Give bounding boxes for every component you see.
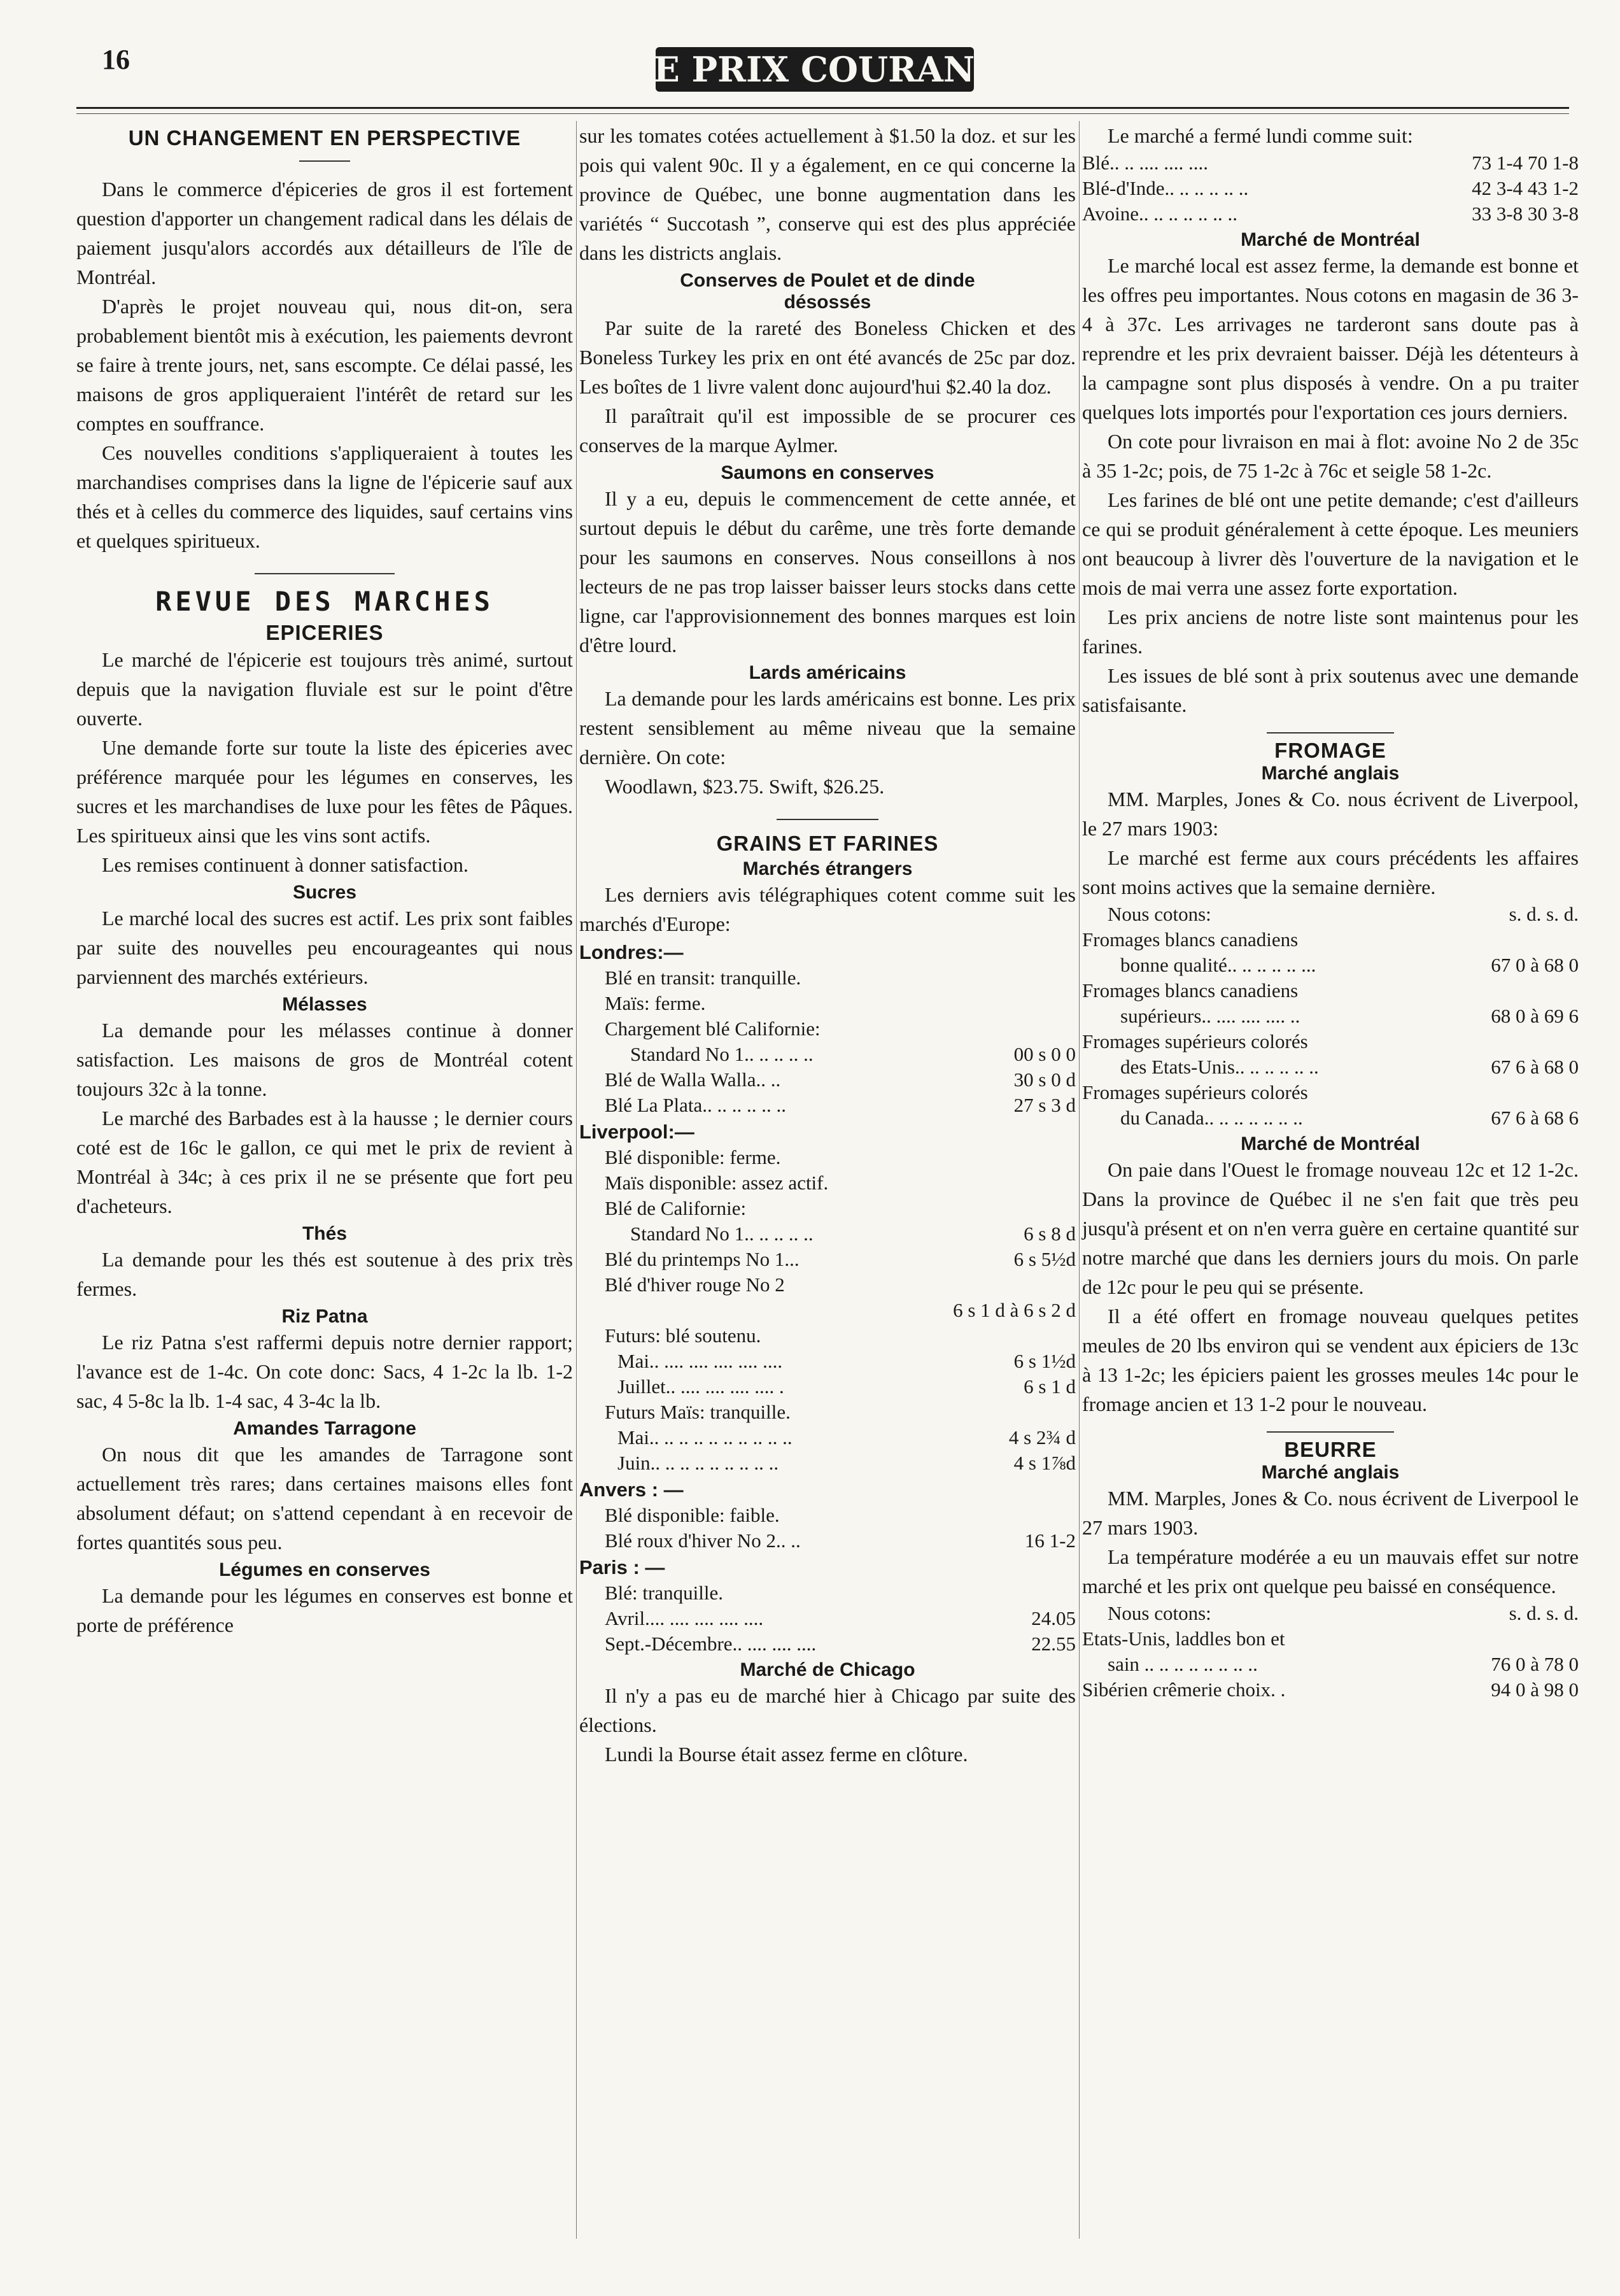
quote-label: Blé de Walla Walla.. .. <box>605 1068 781 1091</box>
quote-label: Blé roux d'hiver No 2.. .. <box>605 1529 801 1552</box>
masthead-logo <box>629 33 1001 103</box>
paragraph: Le marché local des sucres est actif. Les prix sont faibles par suite des nouvelles peu encourageantes qui nous parviennent des marchés extérieurs. <box>76 907 573 988</box>
quote-line: Blé disponible: ferme. <box>605 1146 781 1168</box>
paragraph: Le riz Patna s'est raffermi depuis notre dernier rapport; l'avance est de 1-4c. On cote donc: Sacs, 4 1-2c la lb. 1-2 sac, 4 5-8c la lb. 1-4 sac, 4 3-4c la lb. <box>76 1331 573 1412</box>
column-1 <box>76 121 573 2283</box>
paragraph: La demande pour les mélasses continue à donner satisfaction. Les maisons de gros de Montréal cotent toujours 32c à la tonne. <box>76 1019 573 1100</box>
quote-row <box>1082 902 1579 927</box>
quote-label: Avril.... .... .... .... .... <box>605 1607 764 1629</box>
divider <box>1267 1431 1394 1433</box>
quote-row <box>1082 1601 1579 1626</box>
heading-epiceries: EPICERIES <box>265 621 384 644</box>
quote-row <box>1082 1677 1579 1703</box>
quote-row <box>1082 176 1579 201</box>
quote-label: supérieurs.. .... .... .... .. <box>1120 1005 1300 1027</box>
quote-line: Chargement blé Californie: <box>605 1017 821 1040</box>
city-anvers: Anvers : — <box>579 1478 684 1501</box>
quote-label: Juillet.. .... .... .... .... . <box>617 1375 784 1398</box>
quote-row <box>1082 201 1579 227</box>
column-separator <box>1079 121 1080 2239</box>
heading-fromage: FROMAGE <box>1274 739 1386 762</box>
heading-etrangers: Marchés étrangers <box>742 858 913 879</box>
quote-row <box>579 1450 1076 1476</box>
quote-label: Standard No 1.. .. .. .. .. <box>630 1222 814 1245</box>
quote-value: 27 s 3 d <box>1013 1094 1076 1116</box>
paragraph: D'après le projet nouveau qui, nous dit-on, sera probablement bientôt mis à exécution, les paiements devront se faire à trente jours, net, sans escompte. Ce délai passé, les maisons de gros appliqueraient l'intérêt de retard sur les comptes en souffrance. <box>76 295 573 435</box>
quote-value: 16 1-2 <box>1024 1529 1076 1552</box>
paragraph: On paie dans l'Ouest le fromage nouveau 12c et 12 1-2c. Dans la province de Québec il ne s'en fait que très peu jusqu'à présent et on n'en verra guère en certaine quantité sur notre marché que dans les derniers jours du mois. On parle de 12c pour le peu qui se présente. <box>1082 1158 1579 1298</box>
paragraph: Il paraîtrait qu'il est impossible de se procurer ces conserves de la marque Aylmer. <box>579 404 1076 457</box>
quote-row <box>1082 1054 1579 1080</box>
quote-label: Juin.. .. .. .. .. .. .. .. .. <box>617 1452 779 1474</box>
heading-lards: Lards américains <box>749 662 906 683</box>
quote-label: Mai.. .. .. .. .. .. .. .. .. .. <box>617 1426 792 1449</box>
quote-line: Fromages supérieurs colorés <box>1082 1030 1308 1052</box>
heading-grains: GRAINS ET FARINES <box>716 832 939 855</box>
divider <box>299 160 350 162</box>
paragraph: sur les tomates cotées actuellement à $1.50 la doz. et sur les pois qui valent 90c. Il y a également, en ce qui concerne la province de Québec, une bonne augmentation dans les variétés “ Succotash ”, conserve qui est des plus appréciée dans les districts anglais. <box>579 124 1076 264</box>
quote-line: Fromages blancs canadiens <box>1082 979 1299 1002</box>
quote-value: s. d. s. d. <box>1509 1602 1579 1624</box>
paragraph: La demande pour les légumes en conserves est bonne et porte de préférence <box>76 1584 573 1636</box>
quote-label: Blé du printemps No 1... <box>605 1248 799 1270</box>
quote-label: Blé-d'Inde.. .. .. .. .. .. <box>1082 177 1249 199</box>
divider <box>1267 732 1394 733</box>
quote-value: 67 0 à 68 0 <box>1491 954 1579 976</box>
heading-riz: Riz Patna <box>281 1306 368 1327</box>
paragraph: Il n'y a pas eu de marché hier à Chicago par suite des élections. <box>579 1684 1076 1736</box>
quote-line: Etats-Unis, laddles bon et <box>1082 1627 1285 1650</box>
paragraph: MM. Marples, Jones & Co. nous écrivent de Liverpool, le 27 mars 1903: <box>1082 788 1579 840</box>
quote-label: sain .. .. .. .. .. .. .. .. <box>1108 1653 1258 1675</box>
quote-label: Mai.. .... .... .... .... .... <box>617 1350 783 1372</box>
quote-value: s. d. s. d. <box>1509 903 1579 925</box>
quote-line: Maïs disponible: assez actif. <box>605 1172 829 1194</box>
quote-value: 6 s 1½d <box>1013 1350 1076 1372</box>
quote-row <box>579 1631 1076 1657</box>
quote-row <box>579 1042 1076 1067</box>
paragraph: Dans le commerce d'épiceries de gros il est fortement question d'apporter un changement radical dans les délais de paiement jusqu'alors accordés aux détailleurs de l'île de Montréal. <box>76 178 573 288</box>
heading-changement: UN CHANGEMENT EN PERSPECTIVE <box>128 126 521 150</box>
quote-line: Fromages supérieurs colorés <box>1082 1081 1308 1103</box>
quote-row <box>579 1221 1076 1247</box>
column-separator <box>576 121 577 2239</box>
quote-label: Sept.-Décembre.. .... .... .... <box>605 1633 817 1655</box>
quote-value: 30 s 0 d <box>1013 1068 1076 1091</box>
heading-beurre: BEURRE <box>1284 1438 1377 1461</box>
paragraph: Une demande forte sur toute la liste des épiceries avec préférence marquée pour les légumes en conserves, les sucres et les marchandises de luxe pour les fêtes de Pâques. Les spiritueux ainsi que les vins sont actifs. <box>76 736 573 847</box>
heading-sucres: Sucres <box>292 882 357 903</box>
paragraph: Le marché de l'épicerie est toujours très animé, surtout depuis que la navigation fluviale est sur le point d'être ouverte. <box>76 648 573 730</box>
column-3 <box>1082 121 1579 2283</box>
quote-label: Sibérien crêmerie choix. . <box>1082 1678 1286 1701</box>
paragraph: Il a été offert en fromage nouveau quelques petites meules de 20 lbs environ qui se vendent aux épiciers de 13c à 13 1-2c; les épiciers paient les grosses meules 14c pour le fromage ancien et 13 1-2 pour le nouveau. <box>1082 1305 1579 1415</box>
quote-line: Blé disponible: faible. <box>605 1504 780 1526</box>
quote-value: 42 3-4 43 1-2 <box>1472 177 1579 199</box>
heading-revue: REVUE DES MARCHES <box>155 586 494 617</box>
heading-montreal: Marché de Montréal <box>1241 229 1420 250</box>
city-paris: Paris : — <box>579 1556 665 1578</box>
paragraph: Les prix anciens de notre liste sont maintenus pour les farines. <box>1082 606 1579 658</box>
heading-poulet-sub: désossés <box>784 292 871 313</box>
city-londres: Londres:— <box>579 941 684 963</box>
quote-value: 6 s 5½d <box>1013 1248 1076 1270</box>
masthead-title: LE PRIX COURANT <box>629 49 1001 90</box>
quote-label: Nous cotons: <box>1108 1602 1211 1624</box>
quote-value: 00 s 0 0 <box>1013 1043 1076 1065</box>
quote-row <box>579 1349 1076 1374</box>
quote-line: Blé en transit: tranquille. <box>605 967 801 989</box>
quote-label: du Canada.. .. .. .. .. .. .. <box>1120 1107 1303 1129</box>
quote-label: Blé La Plata.. .. .. .. .. .. <box>605 1094 786 1116</box>
quote-label: Standard No 1.. .. .. .. .. <box>630 1043 814 1065</box>
quote-value: 68 0 à 69 6 <box>1491 1005 1579 1027</box>
paragraph: Les issues de blé sont à prix soutenus avec une demande satisfaisante. <box>1082 664 1579 716</box>
paragraph: Le marché a fermé lundi comme suit: <box>1108 124 1413 147</box>
paragraph: Lundi la Bourse était assez ferme en clôture. <box>605 1743 968 1766</box>
heading-montreal-fromage: Marché de Montréal <box>1241 1133 1420 1154</box>
city-liverpool: Liverpool:— <box>579 1121 694 1143</box>
quote-value: 73 1-4 70 1-8 <box>1472 152 1579 174</box>
quote-value: 6 s 8 d <box>1024 1222 1076 1245</box>
paragraph: Les derniers avis télégraphiques cotent comme suit les marchés d'Europe: <box>579 883 1076 935</box>
paragraph: La demande pour les lards américains est bonne. Les prix restent sensiblement au même niveau que la semaine dernière. On cote: <box>579 687 1076 769</box>
heading-thes: Thés <box>302 1223 348 1244</box>
divider <box>255 573 395 574</box>
quote-value: 67 6 à 68 0 <box>1491 1056 1579 1078</box>
quote-line: Futurs: blé soutenu. <box>605 1324 761 1347</box>
heading-anglais-beurre: Marché anglais <box>1261 1462 1400 1483</box>
quote-row <box>579 1425 1076 1450</box>
paragraph: Il y a eu, depuis le commencement de cette année, et surtout depuis le début du carême, une très forte demande pour les saumons en conserves. Nous conseillons à nos lecteurs de ne pas trop laisser baisser leurs stocks dans cette ligne, car l'approvisionnement des bonnes marques est loin d'être lourd. <box>579 487 1076 656</box>
quote-line: Blé de Californie: <box>605 1197 747 1219</box>
paragraph: MM. Marples, Jones & Co. nous écrivent de Liverpool le 27 mars 1903. <box>1082 1487 1579 1539</box>
paragraph: On nous dit que les amandes de Tarragone sont actuellement très rares; dans certaines maisons elles font absolument défaut; on s'attend cependant à en recevoir de fortes quantités sous peu. <box>76 1443 573 1554</box>
paragraph: La demande pour les thés est soutenue à des prix très fermes. <box>76 1248 573 1300</box>
paragraph: Woodlawn, $23.75. Swift, $26.25. <box>605 775 885 798</box>
quote-label: Nous cotons: <box>1108 903 1211 925</box>
heading-saumons: Saumons en conserves <box>721 462 934 483</box>
paragraph: Le marché local est assez ferme, la demande est bonne et les offres peu importantes. Nous cotons en magasin de 36 3-4 à 37c. Les arrivages ne tarderont sans doute pas à reprendre et les prix devraient baisser. Déjà les détenteurs à la campagne sont plus disposés à vendre. On a pu traiter quelques lots importés pour l'exportation ces jours derniers. <box>1082 254 1579 423</box>
quote-line: Maïs: ferme. <box>605 992 706 1014</box>
paragraph: On cote pour livraison en mai à flot: avoine No 2 de 35c à 35 1-2c; pois, de 75 1-2c à 76c et seigle 58 1-2c. <box>1082 430 1579 482</box>
quote-value: 94 0 à 98 0 <box>1491 1678 1579 1701</box>
paragraph: Le marché des Barbades est à la hausse ; le dernier cours coté est de 16c le gallon, ce qui met le prix de revient à Montréal à 34c; à ces prix il ne se présente que fort peu d'acheteurs. <box>76 1107 573 1217</box>
quote-row <box>1082 1003 1579 1029</box>
quote-label: Blé.. .. .... .... .... <box>1082 152 1209 174</box>
heading-anglais: Marché anglais <box>1261 763 1400 784</box>
heading-poulet: Conserves de Poulet et de dinde <box>680 270 975 291</box>
quote-row <box>1082 953 1579 978</box>
heading-amandes: Amandes Tarragone <box>233 1418 416 1439</box>
heading-legumes: Légumes en conserves <box>219 1559 430 1580</box>
quote-value: 6 s 1 d <box>1024 1375 1076 1398</box>
quote-line: Futurs Maïs: tranquille. <box>605 1401 791 1423</box>
paragraph: Le marché est ferme aux cours précédents les affaires sont moins actives que la semaine dernière. <box>1082 846 1579 898</box>
paragraph: Ces nouvelles conditions s'appliqueraient à toutes les marchandises comprises dans la ligne de l'épicerie sauf aux thés et à celles du commerce des liquides, sauf certains vins et quelques spiritueux. <box>76 441 573 552</box>
quote-label: Avoine.. .. .. .. .. .. .. <box>1082 202 1237 225</box>
quote-row <box>1082 1105 1579 1131</box>
paragraph: Les remises continuent à donner satisfaction. <box>102 853 468 876</box>
page-number: 16 <box>102 44 130 75</box>
quote-value: 22.55 <box>1031 1633 1076 1655</box>
quote-row <box>579 1606 1076 1631</box>
quote-row <box>579 1093 1076 1118</box>
heading-chicago: Marché de Chicago <box>740 1659 915 1680</box>
quote-value: 4 s 1⅞d <box>1013 1452 1076 1474</box>
paragraph: Par suite de la rareté des Boneless Chicken et des Boneless Turkey les prix en ont été avancés de 25c par doz. Les boîtes de 1 livre valent donc aujourd'hui $2.40 la doz. <box>579 316 1076 398</box>
quote-line: Fromages blancs canadiens <box>1082 928 1299 951</box>
quote-row <box>579 1374 1076 1400</box>
heading-melasses: Mélasses <box>282 994 367 1015</box>
quote-label: des Etats-Unis.. .. .. .. .. .. <box>1120 1056 1319 1078</box>
divider <box>777 819 878 820</box>
quote-row <box>1082 150 1579 176</box>
quote-value: 67 6 à 68 6 <box>1491 1107 1579 1129</box>
paragraph: La température modérée a eu un mauvais effet sur notre marché et les prix ont quelque peu baissé en conséquence. <box>1082 1545 1579 1598</box>
column-2 <box>579 121 1076 2283</box>
quote-row <box>579 1067 1076 1093</box>
paragraph: Les farines de blé ont une petite demande; c'est d'ailleurs ce qui se produit généralement à cette époque. Les meuniers ont beaucoup à livrer dès l'ouverture de la navigation et le mois de mai verra une assez forte exportation. <box>1082 488 1579 599</box>
quote-value: 6 s 1 d à 6 s 2 d <box>953 1299 1076 1321</box>
quote-line: Blé d'hiver rouge No 2 <box>605 1273 785 1296</box>
quote-value: 76 0 à 78 0 <box>1491 1653 1579 1675</box>
quote-row <box>579 1528 1076 1554</box>
header-rule <box>76 107 1569 109</box>
quote-row <box>1082 1652 1579 1677</box>
quote-label: bonne qualité.. .. .. .. .. ... <box>1120 954 1316 976</box>
quote-line: Blé: tranquille. <box>605 1582 723 1604</box>
quote-row <box>579 1247 1076 1272</box>
quote-value: 24.05 <box>1031 1607 1076 1629</box>
quote-value: 4 s 2¾ d <box>1008 1426 1076 1449</box>
header-rule-thin <box>76 113 1569 114</box>
quote-value: 33 3-8 30 3-8 <box>1472 202 1579 225</box>
